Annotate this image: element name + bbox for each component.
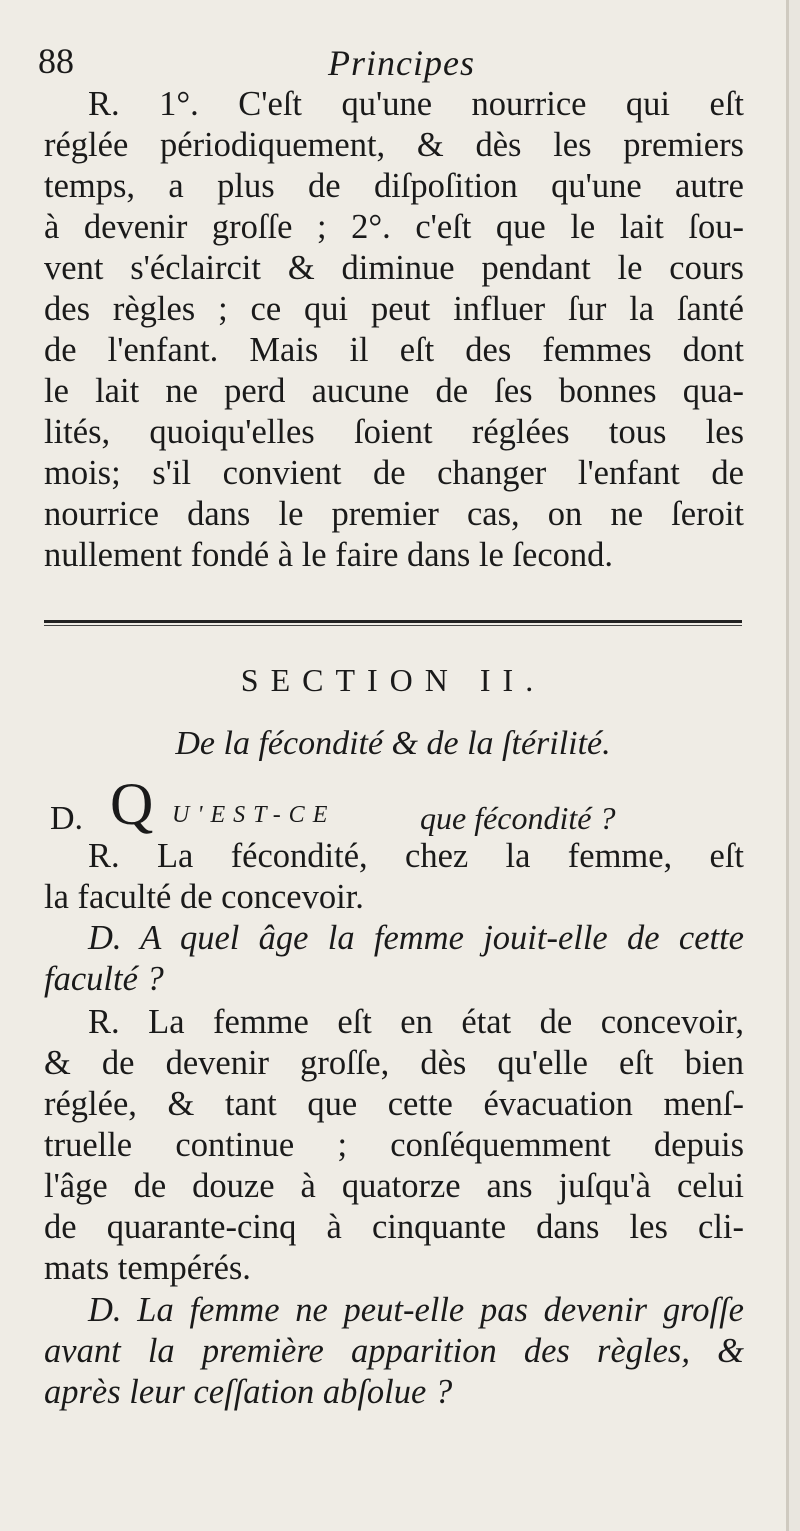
paragraph-line: le lait ne perd aucune de ſes bonnes qua- <box>44 372 744 410</box>
paragraph-line: mois; s'il convient de changer l'enfant de <box>44 454 744 492</box>
answer-line: R. La fécondité, chez la femme, eſt <box>88 837 744 875</box>
answer-line: truelle continue ; conſéquemment depuis <box>44 1126 744 1164</box>
paragraph-line: à devenir groſſe ; 2°. c'eſt que le lait ſou- <box>44 208 744 246</box>
paragraph-line: nullement fondé à le faire dans le ſecond. <box>44 536 614 574</box>
question-1 <box>50 771 750 837</box>
question-line: D. A quel âge la femme jouit-elle de cette <box>88 919 744 957</box>
answer-2 <box>44 1002 744 1289</box>
answer-line: mats tempérés. <box>44 1249 251 1287</box>
section-subtitle: De la fécondité & de la ſtérilité. <box>175 725 611 762</box>
answer-1 <box>44 836 744 918</box>
paragraph-line: réglée périodiquement, & dès les premiers <box>44 126 744 164</box>
drop-cap: Q <box>110 771 154 837</box>
paragraph-line: temps, a plus de diſpoſition qu'une autre <box>44 167 744 205</box>
paragraph-line: des règles ; ce qui peut influer ſur la ſanté <box>44 290 744 328</box>
question-line: faculté ? <box>44 960 164 998</box>
top-paragraph <box>44 84 744 576</box>
paragraph-line: de l'enfant. Mais il eſt des femmes dont <box>44 331 744 369</box>
answer-line: l'âge de douze à quatorze ans juſqu'à celui <box>44 1167 744 1205</box>
question-3 <box>44 1290 744 1413</box>
answer-line: réglée, & tant que cette évacuation menſ- <box>44 1085 744 1123</box>
question-text: que fécondité ? <box>420 800 616 836</box>
page-header <box>38 40 758 90</box>
section-divider <box>44 620 742 626</box>
question-smallcaps: U'EST-CE <box>172 802 336 828</box>
paragraph-line: lités, quoiqu'elles ſoient réglées tous les <box>44 413 744 451</box>
answer-line: & de devenir groſſe, dès qu'elle eſt bien <box>44 1044 744 1082</box>
paragraph-line: vent s'éclaircit & diminue pendant le cours <box>44 249 744 287</box>
answer-line: R. La femme eſt en état de concevoir, <box>88 1003 744 1041</box>
section-heading: SECTION II. <box>240 662 546 698</box>
paragraph-line: R. 1°. C'eſt qu'une nourrice qui eſt <box>88 85 744 123</box>
question-label: D. <box>50 800 84 837</box>
question-2 <box>44 918 744 1000</box>
answer-line: de quarante-cinq à cinquante dans les cli- <box>44 1208 744 1246</box>
question-line: D. La femme ne peut-elle pas devenir groſſe <box>88 1291 744 1329</box>
paragraph-line: nourrice dans le premier cas, on ne ſeroit <box>44 495 744 533</box>
running-title: Principes <box>328 43 475 83</box>
answer-line: la faculté de concevoir. <box>44 878 364 916</box>
question-line: avant la première apparition des règles, & <box>44 1332 744 1370</box>
page-number: 88 <box>38 41 74 81</box>
question-line: après leur ceſſation abſolue ? <box>44 1373 453 1411</box>
